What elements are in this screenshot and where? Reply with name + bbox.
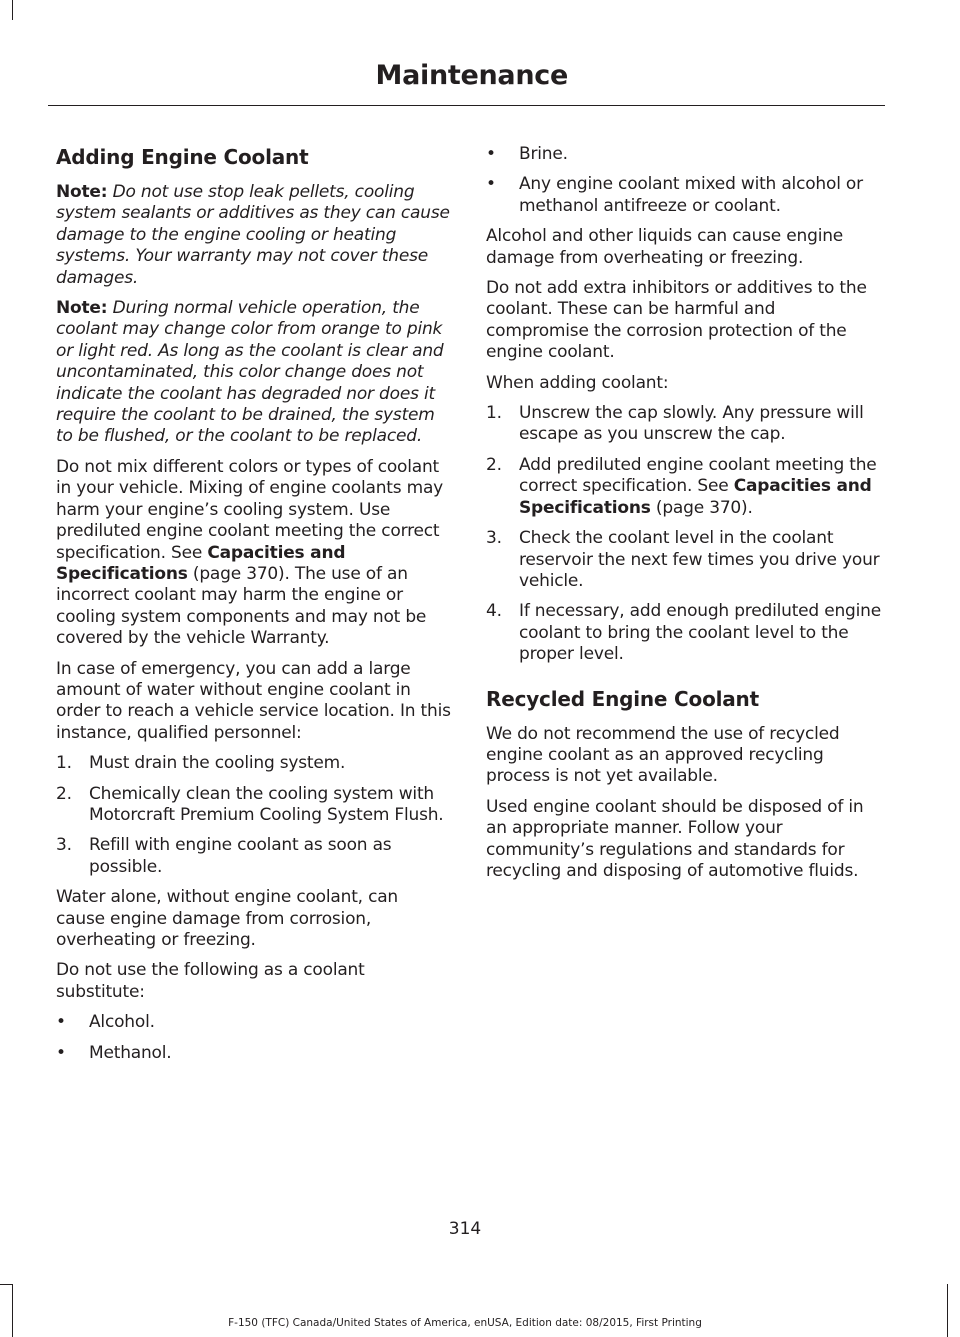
paragraph-text: Do not mix different colors or types of coolant in your vehicle. Mixing of engine coolants may harm your engine’s cooling system. Use prediluted engine coolant meeting the correct specification. See: [56, 456, 444, 563]
note-color-change: [56, 298, 451, 448]
list-number: 1.: [56, 753, 72, 774]
bullet-mark: •: [486, 144, 496, 164]
crop-mark-top-left: [12, 0, 13, 20]
list-item: [56, 835, 451, 878]
paragraph-when-adding: When adding coolant:: [486, 372, 669, 393]
list-item-text: Unscrew the cap slowly. Any pressure will escape as you unscrew the cap.: [519, 403, 864, 445]
paragraph-alcohol-liquids: Alcohol and other liquids can cause engine damage from overheating or freezing.: [486, 226, 844, 268]
note-label: Note:: [56, 298, 108, 319]
list-number: 2.: [56, 783, 72, 804]
paragraph-emergency: In case of emergency, you can add a large amount of water without engine coolant in order to reach a vehicle service location. In this instance, qualified personnel:: [56, 658, 451, 743]
list-item-text: Check the coolant level in the coolant reservoir the next few times you drive your vehicle.: [519, 528, 880, 591]
list-item-text: Methanol.: [89, 1042, 172, 1063]
crop-mark-bottom-left-vertical: [12, 1284, 13, 1337]
list-item: [56, 1043, 451, 1064]
list-item: [56, 1012, 451, 1033]
heading-adding-engine-coolant: Adding Engine Coolant: [56, 145, 309, 169]
list-item: [486, 601, 881, 665]
list-item-text: Any engine coolant mixed with alcohol or methanol antifreeze or coolant.: [519, 174, 863, 216]
bullet-mark: •: [486, 174, 496, 195]
paragraph-text: (page 370). The use of an incorrect coolant may harm the engine or cooling system components and may not be covered by the vehicle Warranty.: [56, 563, 427, 649]
list-item-text: Add prediluted engine coolant meeting the correct specification. See: [519, 454, 877, 497]
list-number: 4.: [486, 601, 502, 622]
substitute-list-continued: [486, 144, 881, 217]
paragraph-recycled-not-recommended: We do not recommend the use of recycled engine coolant as an approved recycling process is not yet available.: [486, 723, 840, 787]
capacities-specifications-link[interactable]: Capacities and Specifications: [519, 476, 872, 518]
crop-mark-bottom-left-horizontal: [0, 1284, 12, 1285]
list-item-text: Brine.: [519, 144, 568, 164]
page-number: 314: [448, 1219, 482, 1239]
list-number: 3.: [56, 835, 72, 856]
list-item: [486, 455, 881, 519]
paragraph-water-alone: Water alone, without engine coolant, can cause engine damage from corrosion, overheating or freezing.: [56, 887, 399, 950]
footer-edition-info: F-150 (TFC) Canada/United States of America, enUSA, Edition date: 08/2015, First Printing: [228, 1317, 702, 1329]
note-text: During normal vehicle operation, the coolant may change color from orange to pink or light red. As long as the coolant is clear and uncontaminated, this color change does not indicate the coolant has degraded nor does it require the coolant to be drained, the system to be flushed, or the coolant to be replaced.: [56, 298, 444, 447]
list-item-text: Chemically clean the cooling system with Motorcraft Premium Cooling System Flush.: [89, 783, 444, 825]
note-stop-leak: [56, 182, 451, 289]
list-item: [56, 753, 451, 774]
adding-coolant-steps: [486, 403, 881, 665]
capacities-specifications-link[interactable]: Capacities and Specifications: [56, 542, 346, 584]
section-title: Maintenance: [375, 60, 568, 91]
paragraph-substitute-intro: Do not use the following as a coolant substitute:: [56, 960, 365, 1002]
paragraph-do-not-mix: [56, 457, 451, 650]
paragraph-disposal: Used engine coolant should be disposed of in an appropriate manner. Follow your community’s regulations and standards for recycling and disposing of automotive fluids.: [486, 796, 864, 881]
header-divider: [48, 105, 885, 106]
crop-mark-bottom-right: [947, 1284, 948, 1337]
bullet-mark: •: [56, 1042, 66, 1063]
note-text: Do not use stop leak pellets, cooling system sealants or additives as they can cause damage to the engine cooling or heating systems. Your warranty may not cover these damages.: [56, 182, 450, 288]
heading-recycled-engine-coolant: Recycled Engine Coolant: [486, 686, 759, 711]
list-item: [486, 144, 881, 165]
list-item: [486, 403, 881, 446]
list-number: 3.: [486, 528, 502, 549]
bullet-mark: •: [56, 1012, 66, 1033]
emergency-steps-list: [56, 753, 451, 878]
list-item: [486, 174, 881, 217]
paragraph-no-inhibitors: Do not add extra inhibitors or additives to the coolant. These can be harmful and compromise the corrosion protection of the engine coolant.: [486, 278, 867, 363]
note-label: Note:: [56, 182, 108, 202]
list-item: [486, 528, 881, 592]
list-number: 1.: [486, 403, 502, 424]
list-item-text: If necessary, add enough prediluted engine coolant to bring the coolant level to the proper level.: [519, 601, 881, 665]
list-item-text: Must drain the cooling system.: [89, 753, 346, 774]
list-item-text: Refill with engine coolant as soon as possible.: [89, 835, 392, 877]
list-number: 2.: [486, 454, 502, 475]
list-item: [56, 784, 451, 827]
substitute-list: [56, 1012, 451, 1064]
left-column: [56, 144, 451, 1073]
list-item-text: Alcohol.: [89, 1012, 155, 1033]
right-column: [486, 144, 881, 891]
list-item-text: (page 370).: [655, 497, 753, 518]
